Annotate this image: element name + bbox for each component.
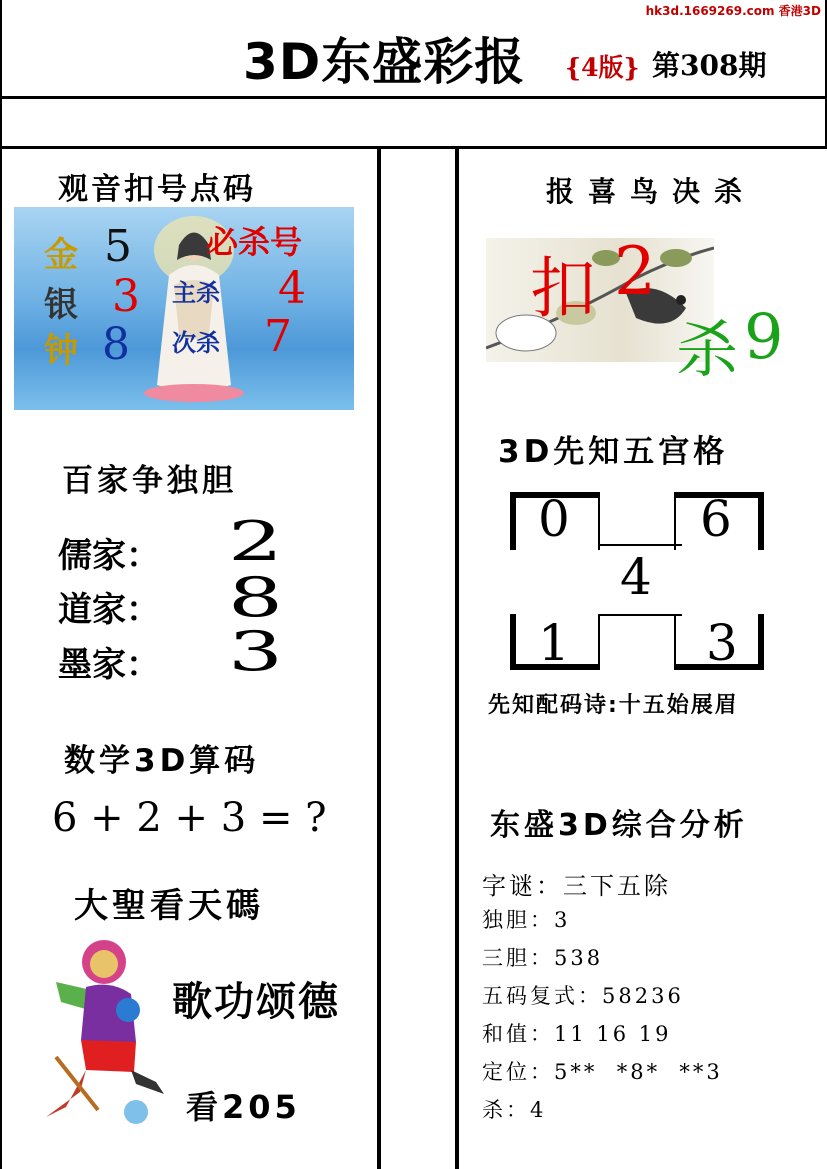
band-rule: [0, 146, 827, 149]
analysis-line-three: 三胆：538: [482, 946, 604, 970]
col-divider-1: [377, 148, 381, 1169]
baijia-title: 百家争独胆: [62, 463, 237, 499]
kou-label: 扣: [530, 250, 596, 327]
bell-label: 钟: [44, 331, 78, 371]
bird-title: 报喜鸟决杀: [546, 175, 757, 208]
issue-number: 第308期: [652, 49, 767, 82]
gold-label: 金: [44, 235, 78, 275]
grid-num-center: 4: [620, 548, 652, 606]
second-kill-label: 次杀: [172, 329, 220, 357]
dasheng-title: 大聖看天碼: [74, 886, 264, 926]
monkey-king-illustration: [36, 932, 168, 1132]
main-kill-value: 4: [278, 263, 306, 314]
grid-num-bottom-right: 3: [706, 614, 738, 672]
sha-value: 9: [744, 300, 784, 373]
second-kill-value: 7: [264, 311, 292, 362]
guanyin-panel: [14, 207, 354, 410]
guanyin-title: 观音扣号点码: [58, 172, 256, 207]
baijia-label-1: 儒家：: [58, 536, 160, 576]
silver-number: 3: [112, 271, 140, 322]
site-label: hk3d.1669269.com 香港3D: [645, 4, 821, 18]
main-kill-label: 主杀: [172, 279, 220, 307]
page-title: 3D东盛彩报: [243, 33, 526, 91]
baijia-value-2: 8: [228, 566, 283, 629]
dasheng-look: 看205: [186, 1088, 301, 1126]
must-kill-label: 必杀号: [206, 223, 303, 261]
math-title: 数学3D算码: [64, 743, 260, 779]
dasheng-phrase: 歌功颂德: [172, 979, 340, 1025]
wugong-title: 3D先知五宫格: [498, 434, 729, 470]
grid-num-top-right: 6: [700, 490, 732, 548]
analysis-line-sum: 和值：11 16 19: [482, 1022, 672, 1046]
grid-num-bottom-left: 1: [538, 614, 570, 672]
analysis-line-single: 独胆：3: [482, 908, 571, 932]
baijia-label-2: 道家：: [58, 590, 160, 630]
baijia-value-1: 2: [228, 510, 283, 573]
analysis-line-riddle: 字谜：三下五除: [482, 872, 671, 900]
analysis-line-kill: 杀：4: [482, 1098, 547, 1122]
math-equation: 6 + 2 + 3 = ?: [52, 795, 327, 841]
sha-label: 杀: [676, 313, 739, 386]
wugong-grid: [510, 492, 764, 672]
header-rule: [0, 96, 827, 99]
analysis-line-position: 定位：5** *8* **3: [482, 1060, 723, 1084]
grid-num-top-left: 0: [538, 490, 570, 548]
silver-label: 银: [44, 285, 78, 325]
bell-number: 8: [102, 319, 130, 370]
analysis-list: [482, 866, 822, 1132]
analysis-title: 东盛3D综合分析: [490, 808, 748, 843]
kou-value: 2: [614, 233, 656, 310]
wugong-poem: 先知配码诗:十五始展眉: [488, 693, 739, 718]
analysis-line-five: 五码复式：58236: [482, 984, 684, 1008]
gold-number: 5: [104, 221, 132, 272]
left-border: [0, 0, 2, 1169]
col-divider-2: [455, 148, 459, 1169]
edition-label: {4版}: [565, 53, 640, 82]
baijia-label-3: 墨家：: [58, 645, 160, 685]
baijia-value-3: 3: [228, 620, 283, 683]
